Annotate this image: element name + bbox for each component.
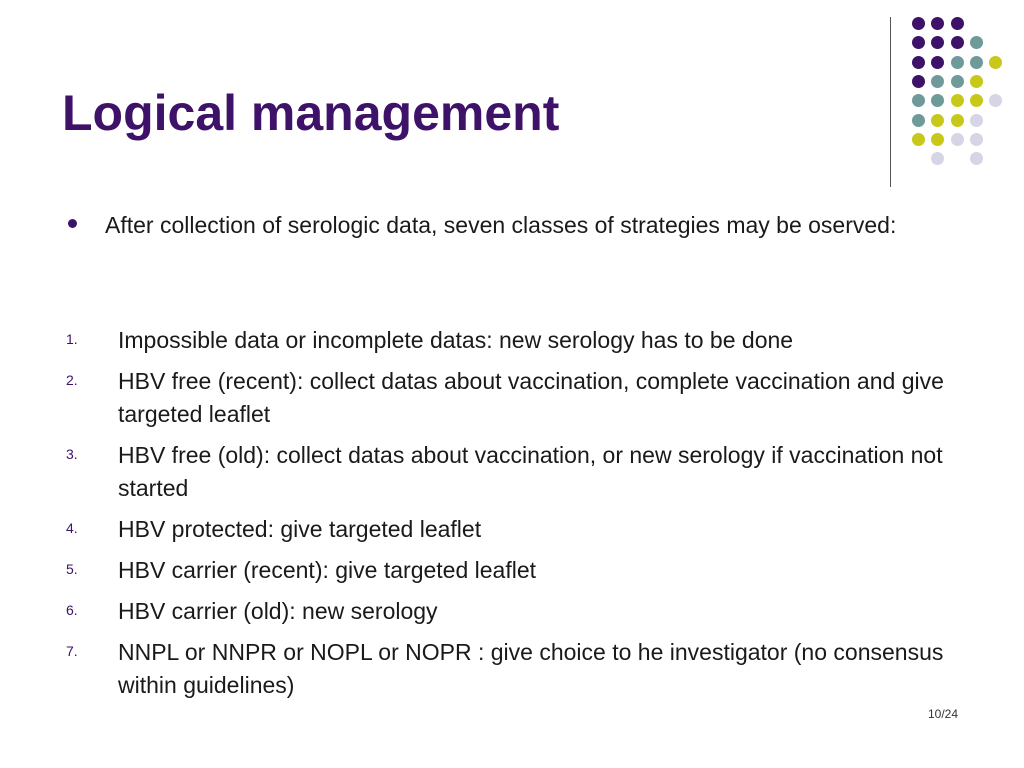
page-number: 10/24	[928, 707, 959, 721]
strategy-item	[66, 365, 966, 431]
item-text: Impossible data or incomplete datas: new serology has to be done	[118, 327, 794, 353]
item-number: 3.	[66, 446, 78, 462]
item-text: HBV carrier (old): new serology	[118, 598, 438, 624]
item-number: 7.	[66, 643, 78, 659]
item-number: 1.	[66, 331, 78, 347]
item-text: HBV protected: give targeted leaflet	[118, 516, 482, 542]
item-text: HBV carrier (recent): give targeted leaflet	[118, 557, 537, 583]
strategy-item	[66, 636, 966, 702]
intro-text: After collection of serologic data, seven classes of strategies may be oserved:	[105, 212, 897, 238]
strategy-item	[66, 439, 966, 505]
strategy-list	[66, 324, 966, 710]
item-text: HBV free (old): collect datas about vaccination, or new serology if vaccination not started	[118, 442, 943, 501]
item-number: 5.	[66, 561, 78, 577]
strategy-item	[66, 595, 966, 628]
strategy-item	[66, 554, 966, 587]
strategy-item	[66, 324, 966, 357]
item-number: 6.	[66, 602, 78, 618]
item-number: 2.	[66, 372, 78, 388]
strategy-item	[66, 513, 966, 546]
slide-title: Logical management	[62, 85, 560, 141]
bullet-dot-icon	[68, 219, 77, 228]
intro-bullet-item	[68, 209, 948, 242]
item-number: 4.	[66, 520, 78, 536]
item-text: NNPL or NNPR or NOPL or NOPR : give choice to he investigator (no consensus within guidelines)	[118, 639, 944, 698]
item-text: HBV free (recent): collect datas about vaccination, complete vaccination and give targeted leaflet	[118, 368, 944, 427]
